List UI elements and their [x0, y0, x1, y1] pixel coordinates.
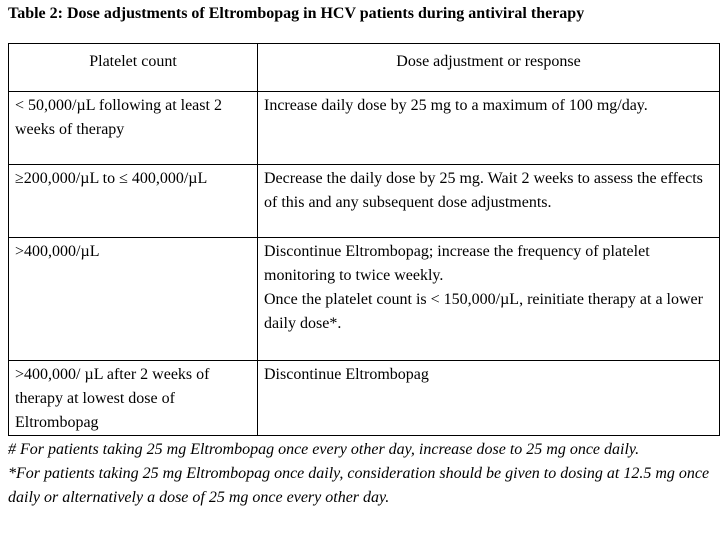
dose-response-text: Discontinue Eltrombopag; increase the frequency of platelet monitoring to twice weekly.: [264, 243, 650, 284]
header-platelet-count: Platelet count: [9, 44, 258, 92]
dose-response-text: Discontinue Eltrombopag: [264, 366, 429, 383]
platelet-count-cell: < 50,000/µL following at least 2 weeks of therapy: [9, 92, 258, 165]
dose-response-cell: [258, 361, 720, 436]
platelet-count-cell: ≥200,000/µL to ≤ 400,000/µL: [9, 165, 258, 238]
dose-response-cell: [258, 165, 720, 238]
header-dose-adjustment: Dose adjustment or response: [258, 44, 720, 92]
table-title: Table 2: Dose adjustments of Eltrombopag in HCV patients during antiviral therapy: [8, 5, 585, 22]
dose-response-text: Decrease the daily dose by 25 mg. Wait 2 weeks to assess the effects of this and any subsequent dose adjustments.: [264, 170, 703, 211]
dose-response-cell: [258, 92, 720, 165]
platelet-count-cell: >400,000/ µL after 2 weeks of therapy at lowest dose of Eltrombopag: [9, 361, 258, 436]
dose-response-text: Increase daily dose by 25 mg to a maximum of 100 mg/day.: [264, 97, 648, 114]
platelet-count-cell: >400,000/µL: [9, 238, 258, 361]
dose-adjustment-table: [8, 43, 720, 436]
footnote-hash: # For patients taking 25 mg Eltrombopag once every other day, increase dose to 25 mg once daily.: [8, 441, 640, 458]
table-header-row: [9, 44, 720, 92]
dose-response-cell: [258, 238, 720, 361]
table-row: [9, 361, 720, 436]
table-row: [9, 92, 720, 165]
table-row: [9, 165, 720, 238]
table-row: [9, 238, 720, 361]
footnotes: [8, 438, 718, 510]
footnote-asterisk: *For patients taking 25 mg Eltrombopag once daily, consideration should be given to dosing at 12.5 mg once daily or alternatively a dose of 25 mg once every other day.: [8, 465, 710, 506]
dose-response-text: Once the platelet count is < 150,000/µL, reinitiate therapy at a lower daily dose*.: [264, 291, 703, 332]
